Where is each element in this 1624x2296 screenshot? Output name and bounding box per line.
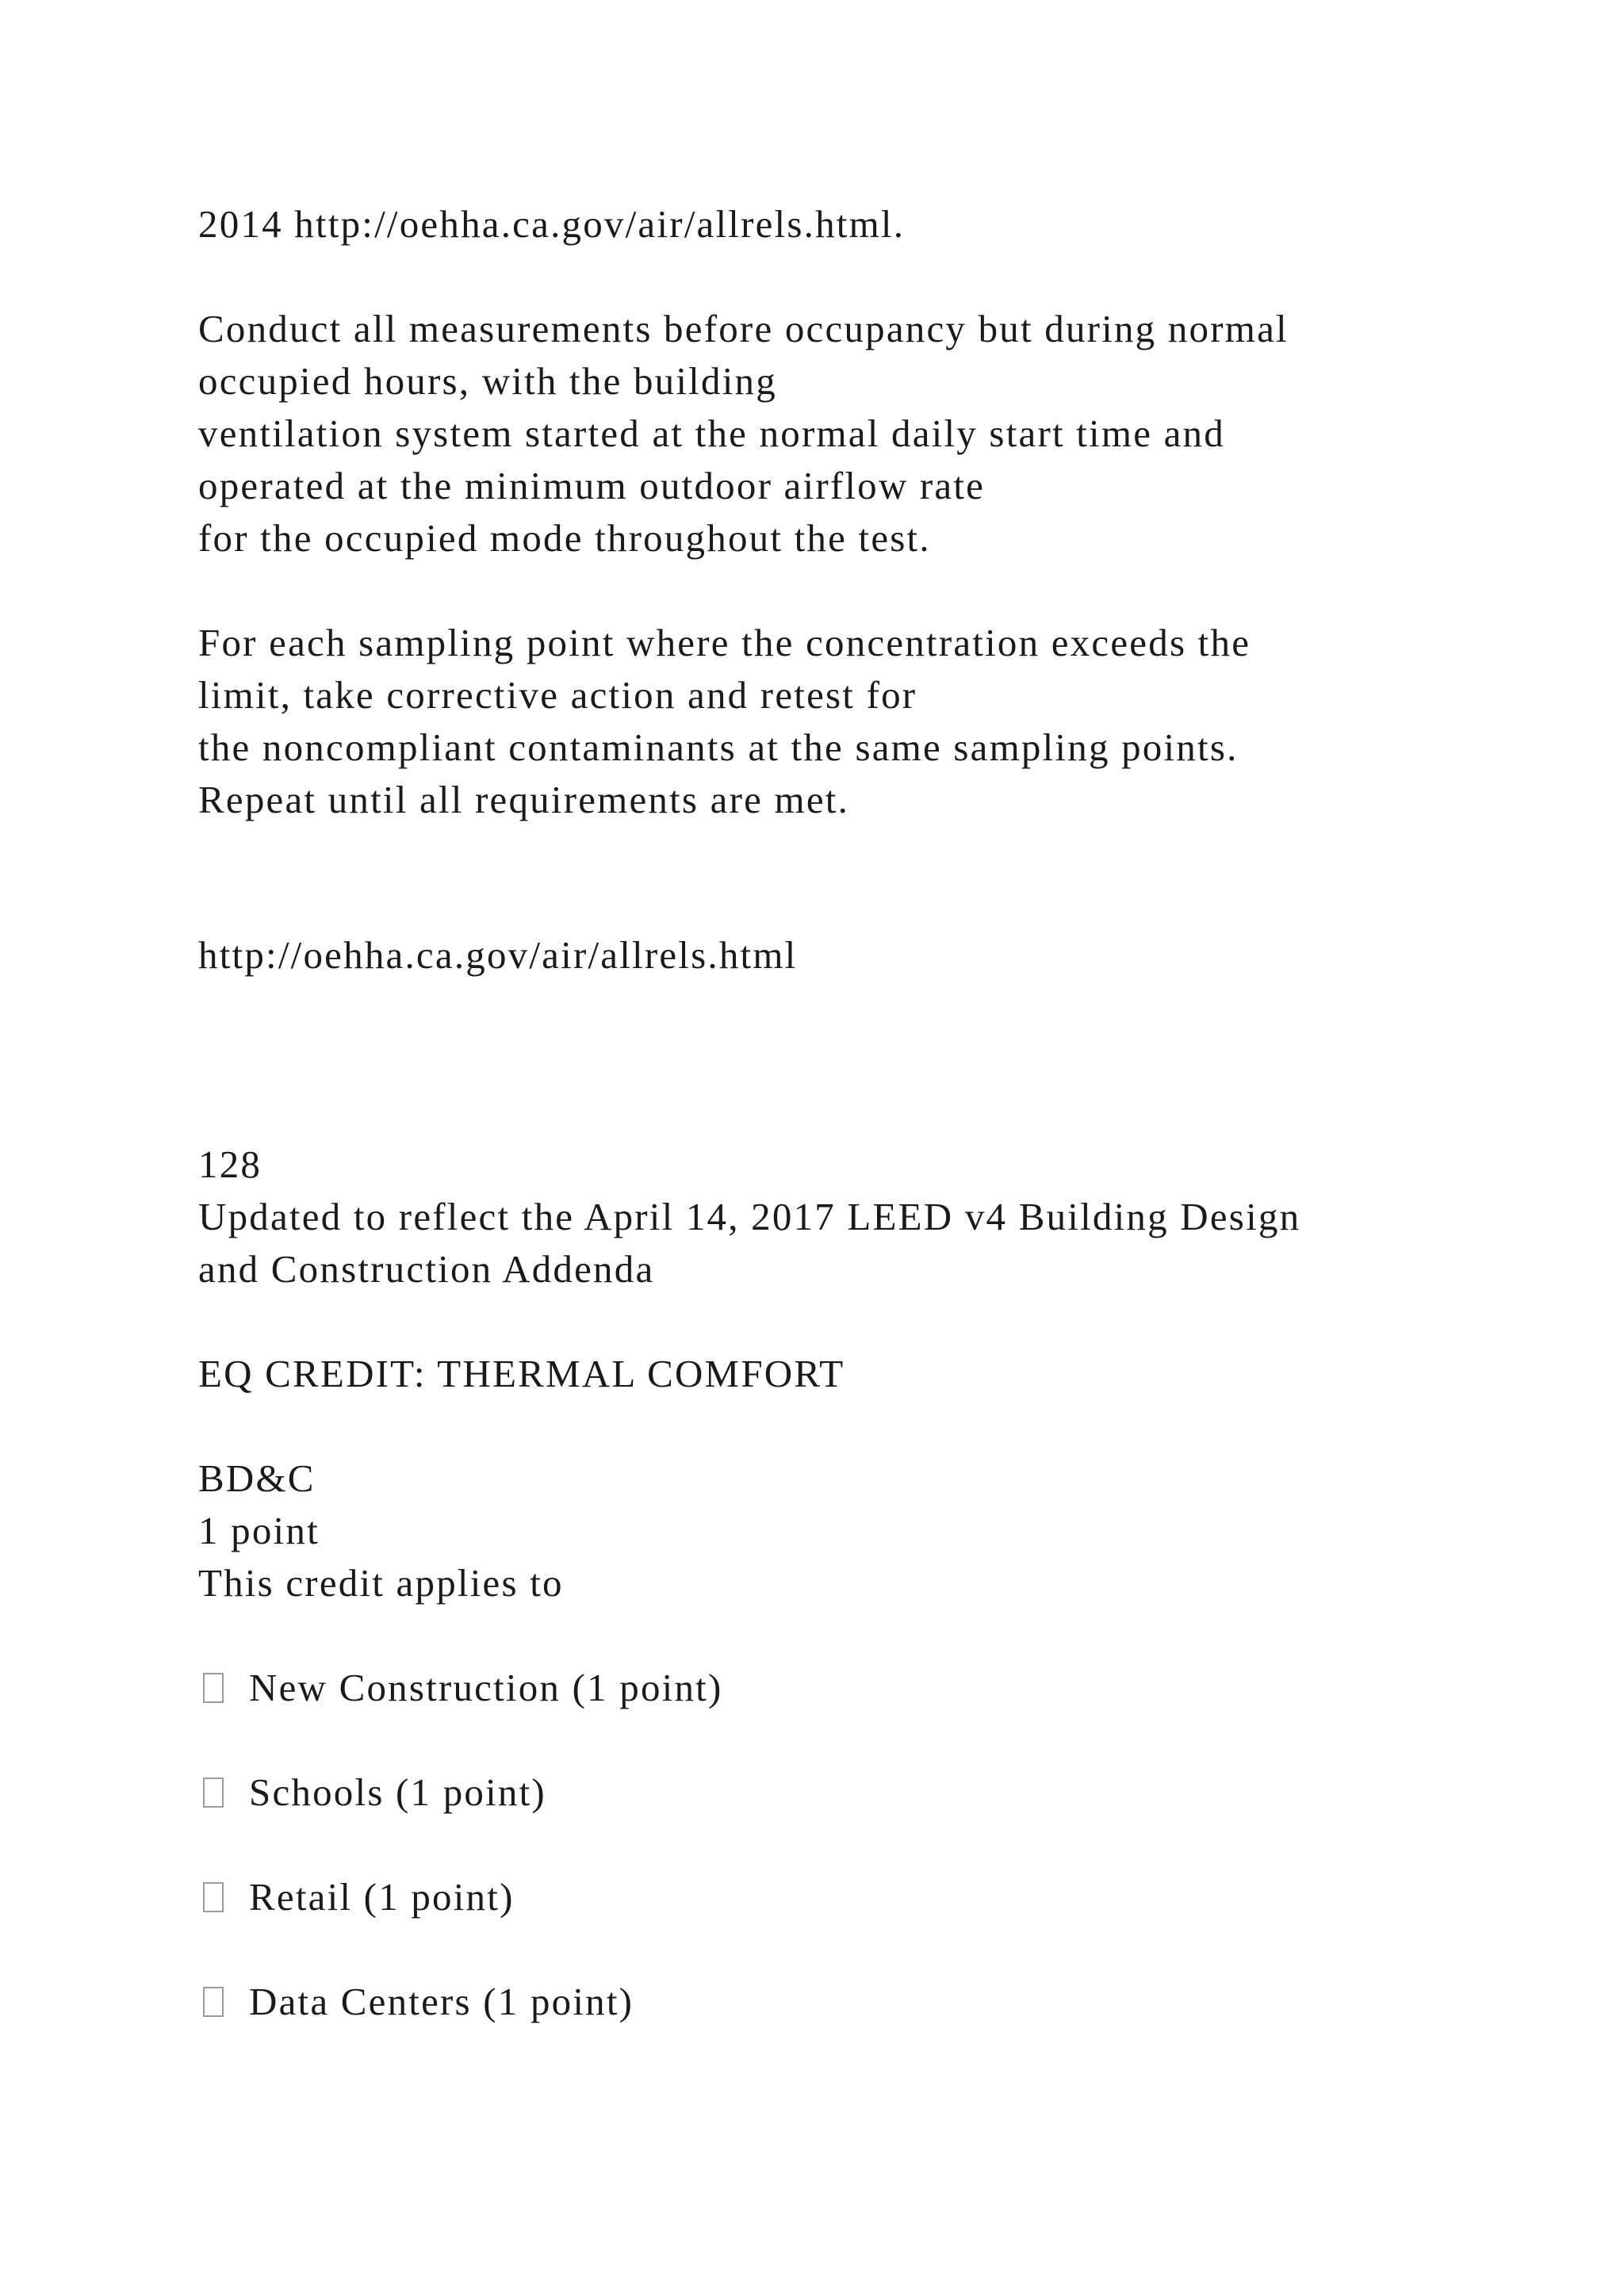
paragraph-line: occupied hours, with the building [198,359,777,403]
page-number: 128 [198,1142,262,1186]
applies-to-item-label: Data Centers (1 point) [249,1980,634,2023]
paragraph-line: for the occupied mode throughout the test. [198,516,931,560]
credit-title: EQ CREDIT: THERMAL COMFORT [198,1352,845,1395]
applies-to-item-label: Schools (1 point) [249,1770,546,1814]
update-note: and Construction Addenda [198,1247,655,1291]
applies-to-item [198,1770,546,1814]
checkbox-icon [203,1882,224,1912]
paragraph-line: For each sampling point where the concentration exceeds the [198,621,1251,664]
paragraph-line: the noncompliant contaminants at the same sampling points. [198,725,1239,769]
paragraph-line: Conduct all measurements before occupancy but during normal [198,307,1289,350]
applies-to-item-label: New Construction (1 point) [249,1666,723,1709]
applies-to-label: This credit applies to [198,1561,564,1605]
points-label: 1 point [198,1509,320,1552]
checkbox-icon [203,1987,224,2017]
applies-to-item [198,1982,634,2021]
reference-line: 2014 http://oehha.ca.gov/air/allrels.html. [198,202,906,246]
applies-to-item-label: Retail (1 point) [249,1875,515,1919]
url-link[interactable]: http://oehha.ca.gov/air/allrels.html [198,933,798,977]
update-note: Updated to reflect the April 14, 2017 LEED v4 Building Design [198,1195,1301,1238]
paragraph-line: Repeat until all requirements are met. [198,778,850,821]
checkbox-icon [203,1777,224,1808]
paragraph-line: ventilation system started at the normal daily start time and [198,411,1225,455]
applies-to-item [198,1875,515,1919]
paragraph-line: limit, take corrective action and retest for [198,673,917,717]
applies-to-item [198,1668,723,1707]
paragraph-line: operated at the minimum outdoor airflow rate [198,464,986,507]
rating-system: BD&C [198,1456,316,1500]
checkbox-icon [203,1673,224,1703]
